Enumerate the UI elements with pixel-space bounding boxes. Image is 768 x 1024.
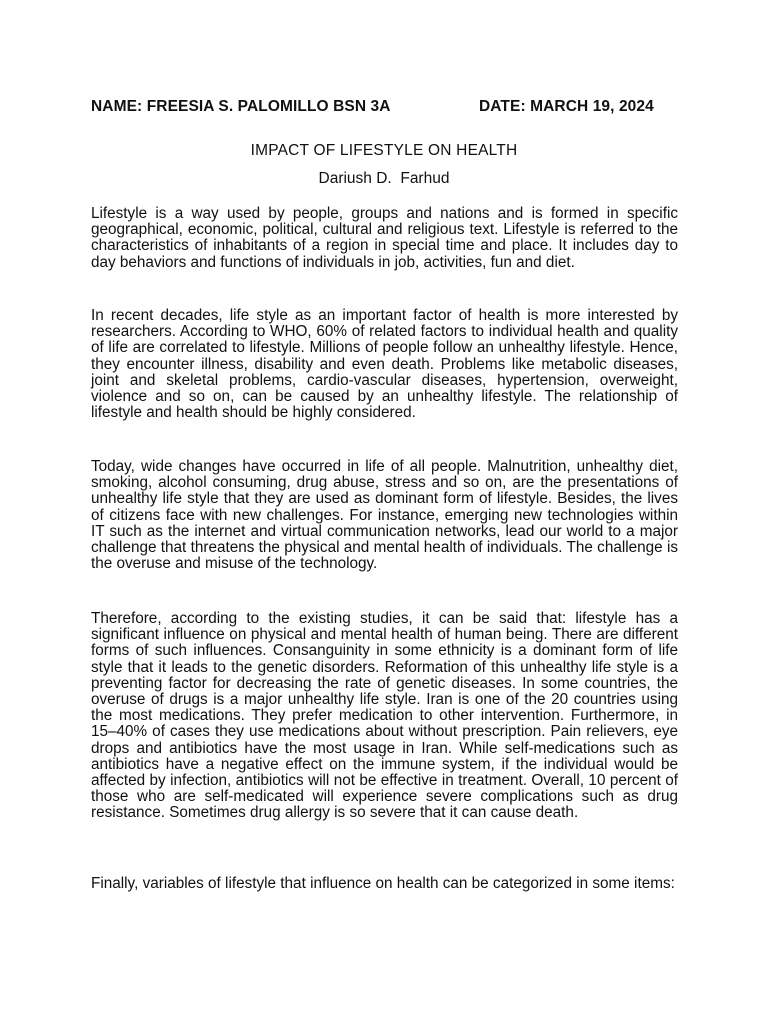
paragraph: Lifestyle is a way used by people, groups and nations and is formed in specific geographical, economic, political, cultural and religious text. Lifestyle is referred to the characteristics of inhabitants of a region in special time and place. It includes day to day behaviors and functions of individuals in job, activities, fun and diet. xyxy=(91,205,678,271)
document-date: DATE: MARCH 19, 2024 xyxy=(479,98,654,115)
paragraph: Finally, variables of lifestyle that influence on health can be categorized in some items: xyxy=(91,875,675,892)
paragraph: In recent decades, life style as an important factor of health is more interested by researchers. According to WHO, 60% of related factors to individual health and quality of life are correlated to lifestyle. Millions of people follow an unhealthy lifestyle. Hence, they encounter illness, disability and even death. Problems like metabolic diseases, joint and skeletal problems, cardio-vascular diseases, hypertension, overweight, violence and so on, can be caused by an unhealthy lifestyle. The relationship of lifestyle and health should be highly considered. xyxy=(91,307,678,422)
document-header xyxy=(91,98,681,120)
document-author: Dariush D. Farhud xyxy=(318,170,450,187)
student-name: NAME: FREESIA S. PALOMILLO BSN 3A xyxy=(91,98,391,115)
paragraph: Today, wide changes have occurred in life of all people. Malnutrition, unhealthy diet, smoking, alcohol consuming, drug abuse, stress and so on, are the presentations of unhealthy life style that they are used as dominant form of lifestyle. Besides, the lives of citizens face with new challenges. For instance, emerging new technologies within IT such as the internet and virtual communication networks, lead our world to a major challenge that threatens the physical and mental health of individuals. The challenge is the overuse and misuse of the technology. xyxy=(91,458,678,573)
paragraph: Therefore, according to the existing studies, it can be said that: lifestyle has a significant influence on physical and mental health of human being. There are different forms of such influences. Consanguinity in some ethnicity is a dominant form of life style that it leads to the genetic disorders. Reformation of this unhealthy life style is a preventing factor for decreasing the rate of genetic diseases. In some countries, the overuse of drugs is a major unhealthy life style. Iran is one of the 20 countries using the most medications. They prefer medication to other intervention. Furthermore, in 15–40% of cases they use medications about without prescription. Pain relievers, eye drops and antibiotics have the most usage in Iran. While self-medications such as antibiotics have a negative effect on the immune system, if the individual would be affected by infection, antibiotics will not be effective in treatment. Overall, 10 percent of those who are self-medicated will experience severe complications such as drug resistance. Sometimes drug allergy is so severe that it can cause death. xyxy=(91,610,678,822)
document-title: IMPACT OF LIFESTYLE ON HEALTH xyxy=(250,142,518,159)
